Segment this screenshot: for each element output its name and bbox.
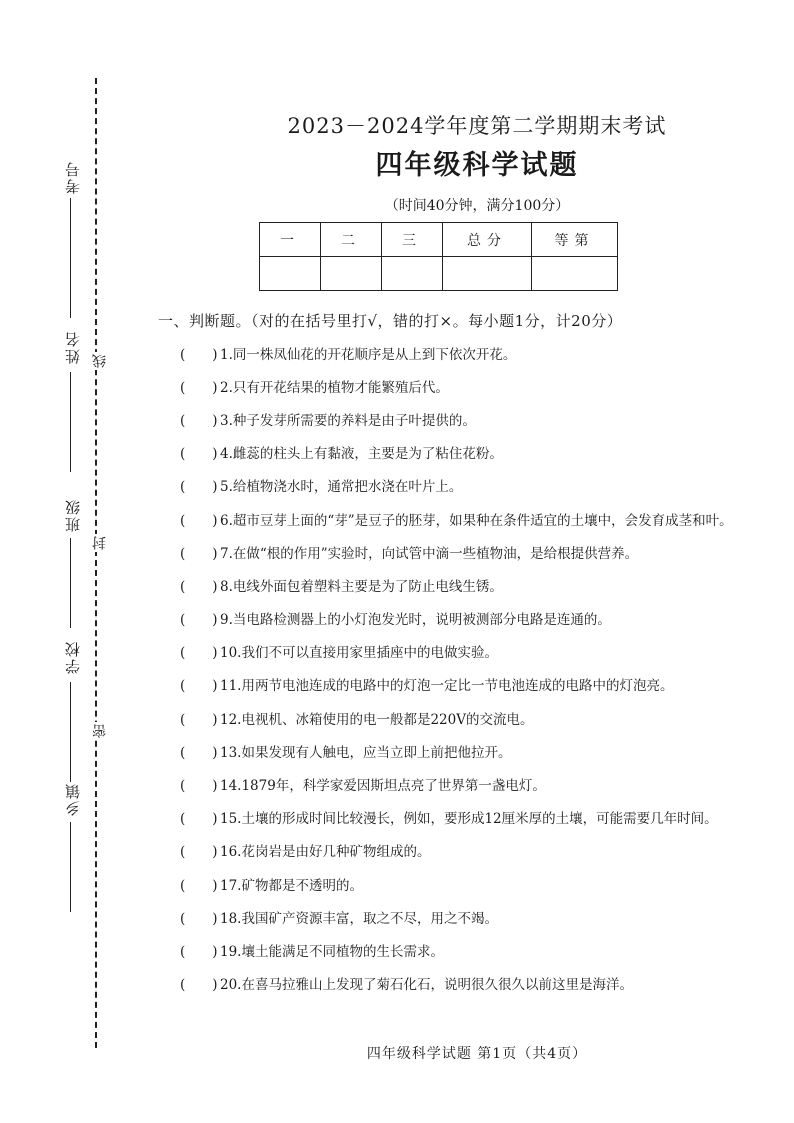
- town-label: 乡镇: [64, 782, 82, 816]
- score-table: [259, 222, 618, 291]
- answer-paren[interactable]: ( ): [180, 412, 218, 429]
- question-text: 10.我们不可以直接用家里插座中的电做实验。: [220, 645, 498, 662]
- question-text: 14.1879年，科学家爱因斯坦点亮了世界第一盏电灯。: [220, 778, 546, 795]
- name-fill-line: [70, 372, 71, 472]
- answer-paren[interactable]: ( ): [180, 645, 218, 662]
- question-item: [180, 767, 740, 800]
- question-text: 3.种子发芽所需要的养料是由子叶提供的。: [220, 412, 476, 429]
- question-item: [180, 867, 740, 900]
- seal-feng-char: 封: [92, 536, 108, 550]
- answer-paren[interactable]: ( ): [180, 778, 218, 795]
- answer-paren[interactable]: ( ): [180, 346, 218, 363]
- question-text: 2.只有开花结果的植物才能繁殖后代。: [220, 379, 449, 396]
- question-text: 13.如果发现有人触电，应当立即上前把他拉开。: [220, 744, 512, 761]
- question-item: [180, 834, 740, 867]
- exam-no-label: 考号: [64, 160, 82, 194]
- class-fill-line: [70, 538, 71, 628]
- answer-paren[interactable]: ( ): [180, 844, 218, 861]
- question-text: 5.给植物浇水时，通常把水浇在叶片上。: [220, 479, 463, 496]
- school-fill-line: [70, 682, 71, 782]
- question-item: [180, 900, 740, 933]
- time-score-note: （时间40分钟，满分100分）: [384, 198, 570, 214]
- score-value-cell[interactable]: [382, 257, 443, 291]
- question-list: [180, 336, 740, 1000]
- answer-paren[interactable]: ( ): [180, 379, 218, 396]
- question-item: [180, 701, 740, 734]
- answer-paren[interactable]: ( ): [180, 678, 218, 695]
- question-text: 16.花岗岩是由好几种矿物组成的。: [220, 844, 431, 861]
- question-item: [180, 967, 740, 1000]
- score-value-cell[interactable]: [321, 257, 382, 291]
- answer-paren[interactable]: ( ): [180, 446, 218, 463]
- question-item: [180, 933, 740, 966]
- name-label: 姓名: [64, 330, 82, 364]
- score-header-cell: 总分: [443, 223, 532, 257]
- question-item: [180, 635, 740, 668]
- score-value-cell[interactable]: [260, 257, 321, 291]
- question-text: 8.电线外面包着塑料主要是为了防止电线生锈。: [220, 578, 503, 595]
- exam-subtitle: 四年级科学试题: [375, 150, 579, 181]
- question-item: [180, 369, 740, 402]
- score-header-cell: 等第: [532, 223, 618, 257]
- score-table-value-row: [260, 257, 618, 291]
- question-text: 7.在做“根的作用”实验时，向试管中滴一些植物油，是给根提供营养。: [220, 545, 639, 562]
- answer-paren[interactable]: ( ): [180, 910, 218, 927]
- question-text: 11.用两节电池连成的电路中的灯泡一定比一节电池连成的电路中的灯泡亮。: [220, 678, 674, 695]
- question-text: 6.超市豆芽上面的“芽”是豆子的胚芽，如果种在条件适宜的土壤中，会发育成茎和叶。: [220, 512, 733, 529]
- question-item: [180, 568, 740, 601]
- question-text: 19.壤土能满足不同植物的生长需求。: [220, 943, 444, 960]
- question-text: 4.雌蕊的柱头上有黏液，主要是为了粘住花粉。: [220, 446, 503, 463]
- answer-paren[interactable]: ( ): [180, 943, 218, 960]
- question-item: [180, 801, 740, 834]
- question-item: [180, 336, 740, 369]
- score-value-cell[interactable]: [532, 257, 618, 291]
- question-text: 12.电视机、冰箱使用的电一般都是220V的交流电。: [220, 711, 534, 728]
- question-item: [180, 668, 740, 701]
- school-label: 学校: [64, 640, 82, 674]
- question-item: [180, 502, 740, 535]
- answer-paren[interactable]: ( ): [180, 744, 218, 761]
- question-text: 15.土壤的形成时间比较漫长，例如，要形成12厘米厚的土壤，可能需要几年时间。: [220, 811, 718, 828]
- question-item: [180, 535, 740, 568]
- score-header-cell: 三: [382, 223, 443, 257]
- answer-paren[interactable]: ( ): [180, 612, 218, 629]
- answer-paren[interactable]: ( ): [180, 512, 218, 529]
- question-item: [180, 602, 740, 635]
- seal-xian-char: 线: [92, 354, 108, 368]
- score-table-header-row: [260, 223, 618, 257]
- answer-paren[interactable]: ( ): [180, 578, 218, 595]
- question-item: [180, 734, 740, 767]
- score-value-cell[interactable]: [443, 257, 532, 291]
- binding-dashed-line: [95, 78, 97, 1048]
- exam-title: 2023－2024学年度第二学期期末考试: [287, 114, 667, 138]
- question-text: 17.矿物都是不透明的。: [220, 877, 363, 894]
- answer-paren[interactable]: ( ): [180, 545, 218, 562]
- page-footer: 四年级科学试题 第1页（共4页）: [366, 1046, 588, 1062]
- answer-paren[interactable]: ( ): [180, 811, 218, 828]
- answer-paren[interactable]: ( ): [180, 479, 218, 496]
- seal-mi-char: 密: [92, 724, 108, 738]
- answer-paren[interactable]: ( ): [180, 877, 218, 894]
- question-item: [180, 402, 740, 435]
- score-header-cell: 一: [260, 223, 321, 257]
- answer-paren[interactable]: ( ): [180, 711, 218, 728]
- question-text: 9.当电路检测器上的小灯泡发光时，说明被测部分电路是连通的。: [220, 612, 611, 629]
- answer-paren[interactable]: ( ): [180, 977, 218, 994]
- question-text: 20.在喜马拉雅山上发现了菊石化石，说明很久很久以前这里是海洋。: [220, 977, 633, 994]
- question-item: [180, 436, 740, 469]
- exam-no-fill-line: [70, 198, 71, 318]
- section1-heading: 一、判断题。（对的在括号里打√，错的打×。每小题1分，计20分）: [158, 312, 623, 330]
- question-text: 1.同一株凤仙花的开花顺序是从上到下依次开花。: [220, 346, 517, 363]
- class-label: 班级: [64, 498, 82, 532]
- town-fill-line: [70, 822, 71, 912]
- score-header-cell: 二: [321, 223, 382, 257]
- question-text: 18.我国矿产资源丰富，取之不尽，用之不竭。: [220, 910, 498, 927]
- question-item: [180, 469, 740, 502]
